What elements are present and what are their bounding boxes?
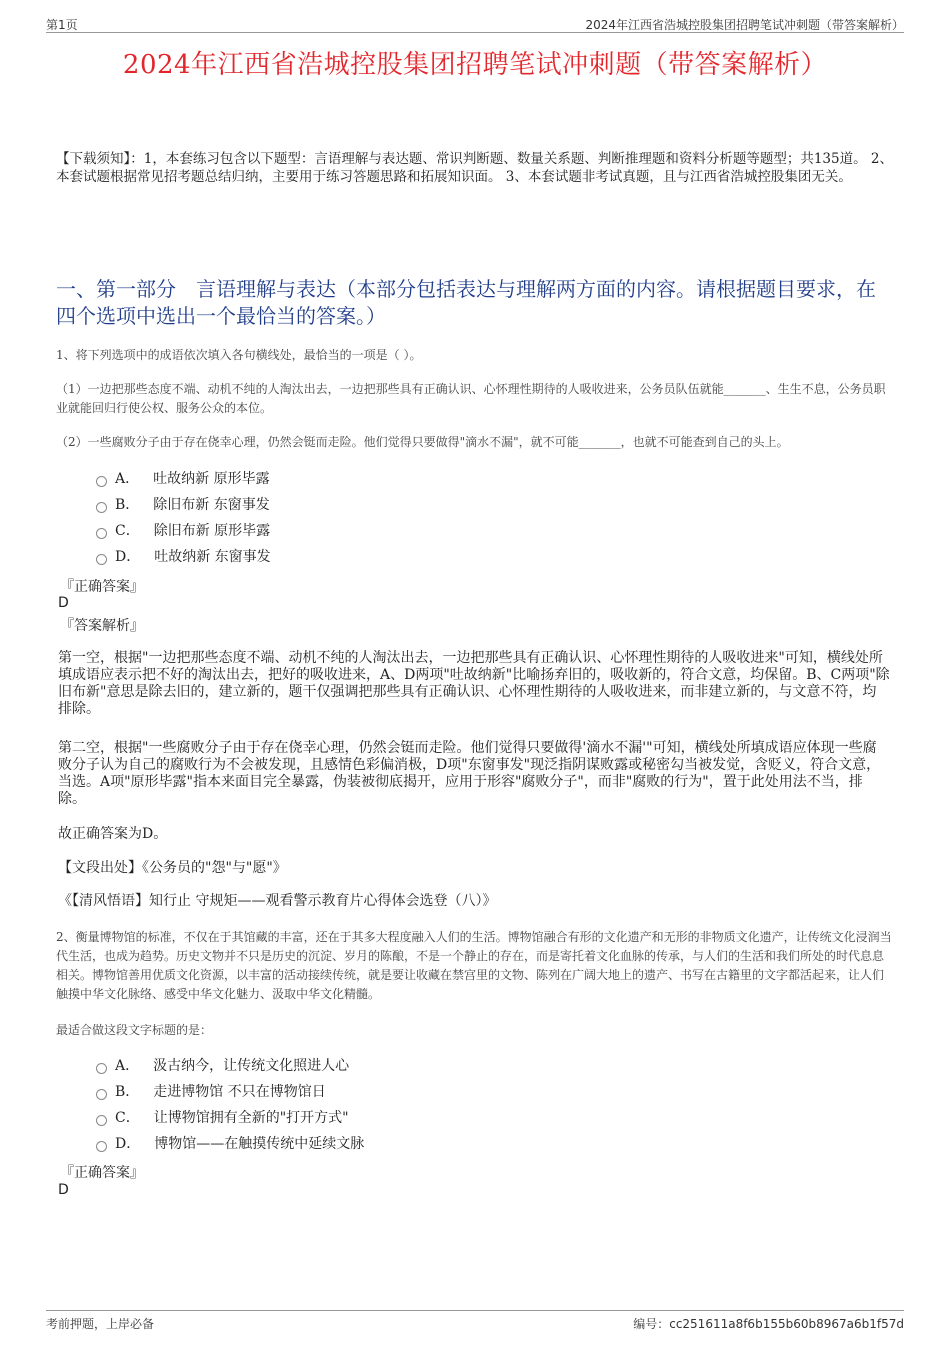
radio-icon[interactable] — [96, 1089, 107, 1100]
section-heading: 一、第一部分 言语理解与表达（本部分包括表达与理解两方面的内容。请根据题目要求，在四个选项中选出一个最恰当的答案。） — [56, 277, 876, 328]
q1-stem: 1、将下列选项中的成语依次填入各句横线处，最恰当的一项是（ ）。 — [56, 348, 422, 362]
q2-stem: 2、衡量博物馆的标准，不仅在于其馆藏的丰富，还在于其多大程度融入人们的生活。博物馆融合有形的文化遗产和无形的非物质文化遗产，让传统文化浸润当代生活，也成为趋势。历史文物并不只是历史的沉淀、岁月的陈酿，不是一个静止的存在，而是寄托着文化血脉的传承，与人们的生活和我们所处的时代息息相关。博物馆善用优质文化资源，以丰富的活动接续传统，就是要让收藏在禁宫里的文物、陈列在广阔大地上的遗产、书写在古籍里的文字都活起来，让人们触摸中华文化脉络、感受中华文化魅力、汲取中华文化精髓。 — [56, 930, 892, 1001]
document-title: 2024年江西省浩城控股集团招聘笔试冲刺题（带答案解析） — [122, 50, 828, 80]
q1-analysis-1: 第一空，根据"一边把那些态度不端、动机不纯的人淘汰出去，一边把那些具有正确认识、心怀理性期待的人吸收进来"可知，横线处所填成语应表示把不好的淘汰出去，把好的吸收进来，A、D两项"吐故纳新"比喻扬弃旧的，吸收新的，符合文意，均保留。B、C两项"除旧布新"意思是除去旧的，建立新的，题干仅强调把那些具有正确认识、心怀理性期待的人吸收进来，而非建立新的，与文意不符，均排除。 — [58, 650, 890, 717]
footer-doc-id: 编号：cc251611a8f6b155b60b8967a6b1f57d — [633, 1317, 904, 1331]
q1-analysis-3: 故正确答案为D。 — [58, 826, 168, 842]
q1-option-c[interactable]: C． 除旧布新 原形毕露 — [96, 518, 271, 544]
q2-options — [96, 1053, 364, 1157]
q2-option-c[interactable]: C． 让博物馆拥有全新的"打开方式" — [96, 1105, 364, 1131]
q2-option-d[interactable]: D． 博物馆——在触摸传统中延续文脉 — [96, 1131, 364, 1157]
radio-icon[interactable] — [96, 502, 107, 513]
page-footer — [46, 1310, 904, 1335]
q1-answer: D — [58, 595, 69, 611]
radio-icon[interactable] — [96, 1063, 107, 1074]
q1-sentence-2: （2）一些腐败分子由于存在侥幸心理，仍然会铤而走险。他们觉得只要做得"滴水不漏"，就不可能_______，也就不可能查到自己的头上。 — [56, 435, 789, 449]
q1-sentence-1: （1）一边把那些态度不端、动机不纯的人淘汰出去，一边把那些具有正确认识、心怀理性期待的人吸收进来，公务员队伍就能_______、生生不息，公务员职业就能回归行使公权、服务公众的本位。 — [56, 382, 886, 415]
footer-slogan: 考前押题，上岸必备 — [46, 1317, 155, 1331]
q1-analysis-label: 『答案解析』 — [60, 618, 144, 634]
q1-options — [96, 466, 271, 570]
radio-icon[interactable] — [96, 476, 107, 487]
q2-option-b[interactable]: B． 走进博物馆 不只在博物馆日 — [96, 1079, 364, 1105]
q1-option-b[interactable]: B． 除旧布新 东窗事发 — [96, 492, 271, 518]
q2-question: 最适合做这段文字标题的是： — [56, 1023, 213, 1037]
q1-related-link[interactable]: 《【清风悟语】知行止 守规矩——观看警示教育片心得体会选登（八）》 — [58, 893, 497, 909]
q1-option-a[interactable]: A． 吐故纳新 原形毕露 — [96, 466, 271, 492]
page-number: 第1页 — [46, 18, 78, 32]
q2-answer-label: 『正确答案』 — [60, 1165, 144, 1181]
radio-icon[interactable] — [96, 528, 107, 539]
download-notice: 【下载须知】：1，本套练习包含以下题型：言语理解与表达题、常识判断题、数量关系题、判断推理题和资料分析题等题型；共135道。 2、本套试题根据常见招考题总结归纳，主要用于练习答题思路和拓展知识面。 3、本套试题非考试真题，且与江西省浩城控股集团无关。 — [56, 151, 893, 185]
header-doc-title: 2024年江西省浩城控股集团招聘笔试冲刺题（带答案解析） — [585, 18, 904, 32]
q2-option-a[interactable]: A． 汲古纳今，让传统文化照进人心 — [96, 1053, 364, 1079]
q1-source: 【文段出处】《公务员的"怨"与"愿"》 — [58, 860, 287, 876]
q1-answer-label: 『正确答案』 — [60, 579, 144, 595]
q2-answer: D — [58, 1182, 69, 1198]
page-header — [46, 14, 904, 33]
q1-analysis-2: 第二空，根据"一些腐败分子由于存在侥幸心理，仍然会铤而走险。他们觉得只要做得'滴水不漏'"可知，横线处所填成语应体现一些腐败分子认为自己的腐败行为不会被发现，且感情色彩偏消极，D项"东窗事发"现泛指阴谋败露或秘密勾当被发觉，含贬义，符合文意，当选。A项"原形毕露"指本来面目完全暴露，伪装被彻底揭开，应用于形容"腐败分子"，而非"腐败的行为"，置于此处用法不当，排除。 — [58, 740, 881, 807]
radio-icon[interactable] — [96, 1141, 107, 1152]
q1-option-d[interactable]: D． 吐故纳新 东窗事发 — [96, 544, 271, 570]
radio-icon[interactable] — [96, 1115, 107, 1126]
radio-icon[interactable] — [96, 554, 107, 565]
